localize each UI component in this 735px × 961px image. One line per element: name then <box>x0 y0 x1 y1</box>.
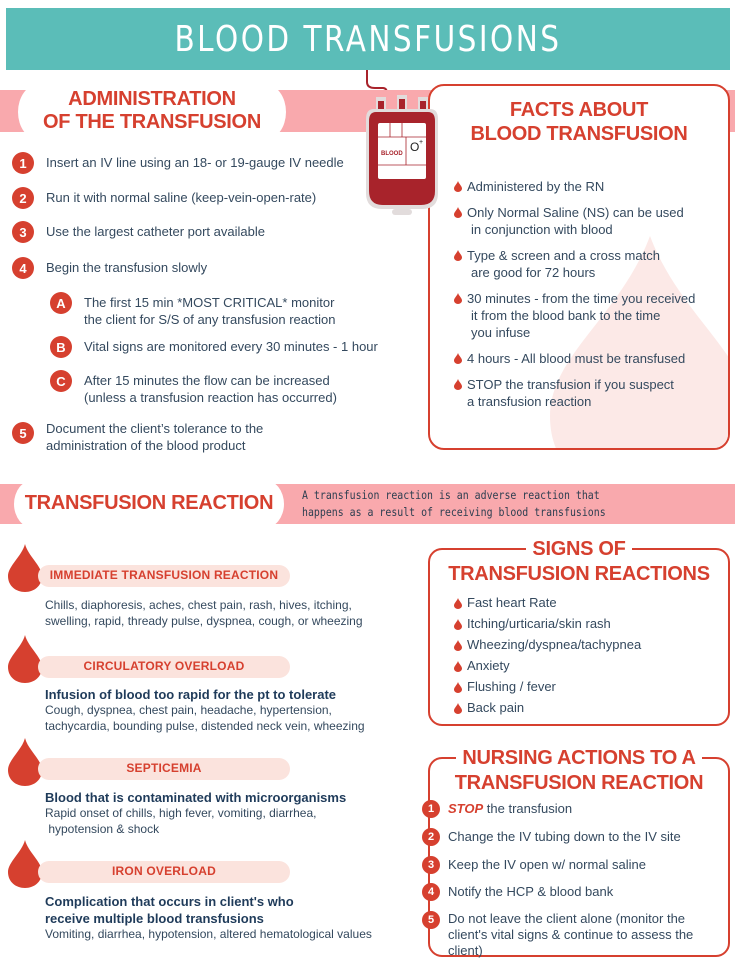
reaction-cause <box>45 893 425 927</box>
blood-drop-icon <box>8 738 42 786</box>
sign-item <box>454 679 556 694</box>
reaction-label-pill <box>38 758 290 780</box>
step-text: Use the largest catheter port available <box>46 224 265 239</box>
blood-bag-icon <box>366 95 438 217</box>
sign-text: Anxiety <box>467 658 510 673</box>
admin-substep <box>50 336 378 358</box>
blood-drop-icon <box>8 544 42 592</box>
symptom-line: swelling, rapid, thready pulse, dyspnea, cough, or wheezing <box>45 614 363 628</box>
fact-text: 4 hours - All blood must be transfused <box>467 351 686 366</box>
reaction-definition <box>302 487 663 521</box>
sign-item <box>454 658 510 673</box>
nursing-action <box>422 800 722 818</box>
fact-item <box>454 290 695 341</box>
fact-item <box>454 247 660 281</box>
action-text: Change the IV tubing down to the IV site <box>448 829 681 844</box>
symptom-line: Chills, diaphoresis, aches, chest pain, rash, hives, itching, <box>45 598 352 612</box>
reaction-cause: Infusion of blood too rapid for the pt to tolerate <box>45 687 337 702</box>
reaction-name: IMMEDIATE TRANSFUSION REACTION <box>49 568 279 582</box>
facts-title-line1: FACTS ABOUT <box>509 99 649 121</box>
admin-substep <box>50 292 335 328</box>
blood-drop-bullet-icon <box>454 293 462 304</box>
admin-step <box>12 418 263 454</box>
fact-line: Only Normal Saline (NS) can be used <box>467 205 684 220</box>
title-banner <box>6 8 730 70</box>
blood-drop-icon <box>8 840 42 888</box>
fact-item <box>454 376 674 410</box>
nursing-action <box>422 911 722 959</box>
reaction-cause: Blood that is contaminated with microorganisms <box>45 790 347 805</box>
fact-line: are good for 72 hours <box>471 265 596 280</box>
fact-line: 30 minutes - from the time you received <box>467 291 696 306</box>
action-number-badge: 3 <box>422 856 440 874</box>
reaction-definition-line: A transfusion reaction is an adverse reaction that <box>302 488 600 502</box>
nursing-title <box>430 746 728 796</box>
blood-rh: + <box>419 139 424 146</box>
symptom-line: tachycardia, bounding pulse, distended neck vein, wheezing <box>45 719 365 733</box>
reaction-symptoms <box>45 805 425 837</box>
admin-step <box>12 257 207 279</box>
step-number-badge: 1 <box>12 152 34 174</box>
reaction-definition-line: happens as a result of receiving blood transfusions <box>302 505 606 519</box>
sign-text: Fast heart Rate <box>467 595 557 610</box>
fact-text <box>467 290 695 341</box>
reaction-symptoms <box>45 597 425 629</box>
nursing-action <box>422 828 722 846</box>
symptom-line: hypotension & shock <box>45 822 160 836</box>
facts-box <box>428 84 730 450</box>
substep-text <box>84 294 335 328</box>
admin-title-line2: OF THE TRANSFUSION <box>43 111 261 133</box>
reaction-label-pill <box>38 861 290 883</box>
step-text <box>46 420 263 454</box>
substep-line: The first 15 min *MOST CRITICAL* monitor <box>84 295 335 310</box>
signs-box <box>428 538 730 726</box>
reaction-label-pill <box>38 656 290 678</box>
nursing-title-line2: TRANSFUSION REACTION <box>454 772 704 794</box>
nursing-action <box>422 883 722 901</box>
blood-drop-bullet-icon <box>454 661 462 672</box>
sign-item <box>454 700 524 715</box>
action-number-badge: 4 <box>422 883 440 901</box>
sign-item <box>454 637 641 652</box>
fact-line: you infuse <box>471 325 531 340</box>
sign-text: Wheezing/dyspnea/tachypnea <box>467 637 642 652</box>
action-number-badge: 2 <box>422 828 440 846</box>
signs-title-line1: SIGNS OF <box>526 537 631 562</box>
page-title: BLOOD TRANSFUSIONS <box>174 18 562 60</box>
sign-text: Flushing / fever <box>467 679 556 694</box>
blood-bag-label: BLOOD <box>381 151 403 157</box>
fact-item <box>454 204 684 238</box>
blood-drop-bullet-icon <box>454 619 462 630</box>
admin-section-title <box>18 88 286 134</box>
blood-drop-bullet-icon <box>454 640 462 651</box>
action-rest: the transfusion <box>483 801 573 816</box>
action-number-badge: 5 <box>422 911 440 929</box>
reaction-name: CIRCULATORY OVERLOAD <box>83 659 245 673</box>
fact-line: Type & screen and a cross match <box>467 248 660 263</box>
action-line: client's vital signs & continue to assess the <box>448 927 694 942</box>
step-number-badge: 2 <box>12 187 34 209</box>
step-number-badge: 5 <box>12 422 34 444</box>
substep-text <box>84 372 337 406</box>
reaction-name: SEPTICEMIA <box>126 761 202 775</box>
substep-text: Vital signs are monitored every 30 minutes - 1 hour <box>84 339 378 354</box>
signs-title <box>430 537 728 587</box>
blood-drop-bullet-icon <box>454 703 462 714</box>
fact-text <box>467 247 660 281</box>
action-number-badge: 1 <box>422 800 440 818</box>
nursing-title-line1: NURSING ACTIONS TO A <box>456 746 701 771</box>
action-text: Keep the IV open w/ normal saline <box>448 857 647 872</box>
signs-title-line2: TRANSFUSION REACTIONS <box>448 563 710 585</box>
blood-drop-icon <box>8 635 42 683</box>
blood-type: O <box>410 140 420 154</box>
action-text: Notify the HCP & blood bank <box>448 884 614 899</box>
admin-step <box>12 152 344 174</box>
cause-line: Complication that occurs in client's who <box>45 894 294 909</box>
sign-item <box>454 616 611 631</box>
cause-line: receive multiple blood transfusions <box>45 911 264 926</box>
fact-text <box>467 376 674 410</box>
blood-drop-bullet-icon <box>454 207 462 218</box>
facts-title <box>430 98 728 146</box>
action-text <box>448 911 693 959</box>
admin-step <box>12 221 265 243</box>
action-line: client) <box>448 943 483 958</box>
stop-emphasis: STOP <box>448 801 484 816</box>
admin-substep <box>50 370 337 406</box>
reaction-symptoms <box>45 702 425 734</box>
substep-line: (unless a transfusion reaction has occurred) <box>84 390 337 405</box>
reaction-name: IRON OVERLOAD <box>112 864 216 878</box>
fact-line: it from the blood bank to the time <box>471 308 661 323</box>
blood-drop-bullet-icon <box>454 598 462 609</box>
step-text: Run it with normal saline (keep-vein-open-rate) <box>46 190 317 205</box>
action-line: Do not leave the client alone (monitor the <box>448 911 686 926</box>
nursing-actions-box <box>427 747 730 958</box>
substep-letter-badge: C <box>50 370 72 392</box>
reaction-label-pill <box>38 565 290 587</box>
blood-drop-bullet-icon <box>454 379 462 390</box>
admin-step <box>12 187 316 209</box>
fact-item <box>454 350 685 367</box>
fact-line: in conjunction with blood <box>471 222 613 237</box>
step-number-badge: 4 <box>12 257 34 279</box>
action-text <box>448 800 572 817</box>
reaction-symptoms: Vomiting, diarrhea, hypotension, altered hematological values <box>45 927 372 941</box>
nursing-action <box>422 856 722 874</box>
admin-title-line1: ADMINISTRATION <box>68 88 236 110</box>
step-line: administration of the blood product <box>46 438 246 453</box>
fact-line: STOP the transfusion if you suspect <box>467 377 674 392</box>
substep-letter-badge: A <box>50 292 72 314</box>
blood-drop-bullet-icon <box>454 181 462 192</box>
step-line: Document the client’s tolerance to the <box>46 421 264 436</box>
fact-item <box>454 178 604 195</box>
fact-text: Administered by the RN <box>467 179 605 194</box>
facts-title-line2: BLOOD TRANSFUSION <box>470 123 688 145</box>
substep-line: the client for S/S of any transfusion reaction <box>84 312 336 327</box>
symptom-line: Cough, dyspnea, chest pain, headache, hypertension, <box>45 703 332 717</box>
sign-text: Itching/urticaria/skin rash <box>467 616 611 631</box>
blood-drop-bullet-icon <box>454 682 462 693</box>
fact-line: a transfusion reaction <box>467 394 592 409</box>
substep-line: After 15 minutes the flow can be increased <box>84 373 330 388</box>
reaction-section-title: TRANSFUSION REACTION <box>24 492 274 514</box>
step-number-badge: 3 <box>12 221 34 243</box>
symptom-line: Rapid onset of chills, high fever, vomiting, diarrhea, <box>45 806 317 820</box>
substep-letter-badge: B <box>50 336 72 358</box>
step-text: Begin the transfusion slowly <box>46 260 208 275</box>
blood-drop-bullet-icon <box>454 250 462 261</box>
blood-drop-bullet-icon <box>454 353 462 364</box>
step-text: Insert an IV line using an 18- or 19-gauge IV needle <box>46 155 344 170</box>
sign-item <box>454 595 557 610</box>
fact-text <box>467 204 684 238</box>
sign-text: Back pain <box>467 700 525 715</box>
